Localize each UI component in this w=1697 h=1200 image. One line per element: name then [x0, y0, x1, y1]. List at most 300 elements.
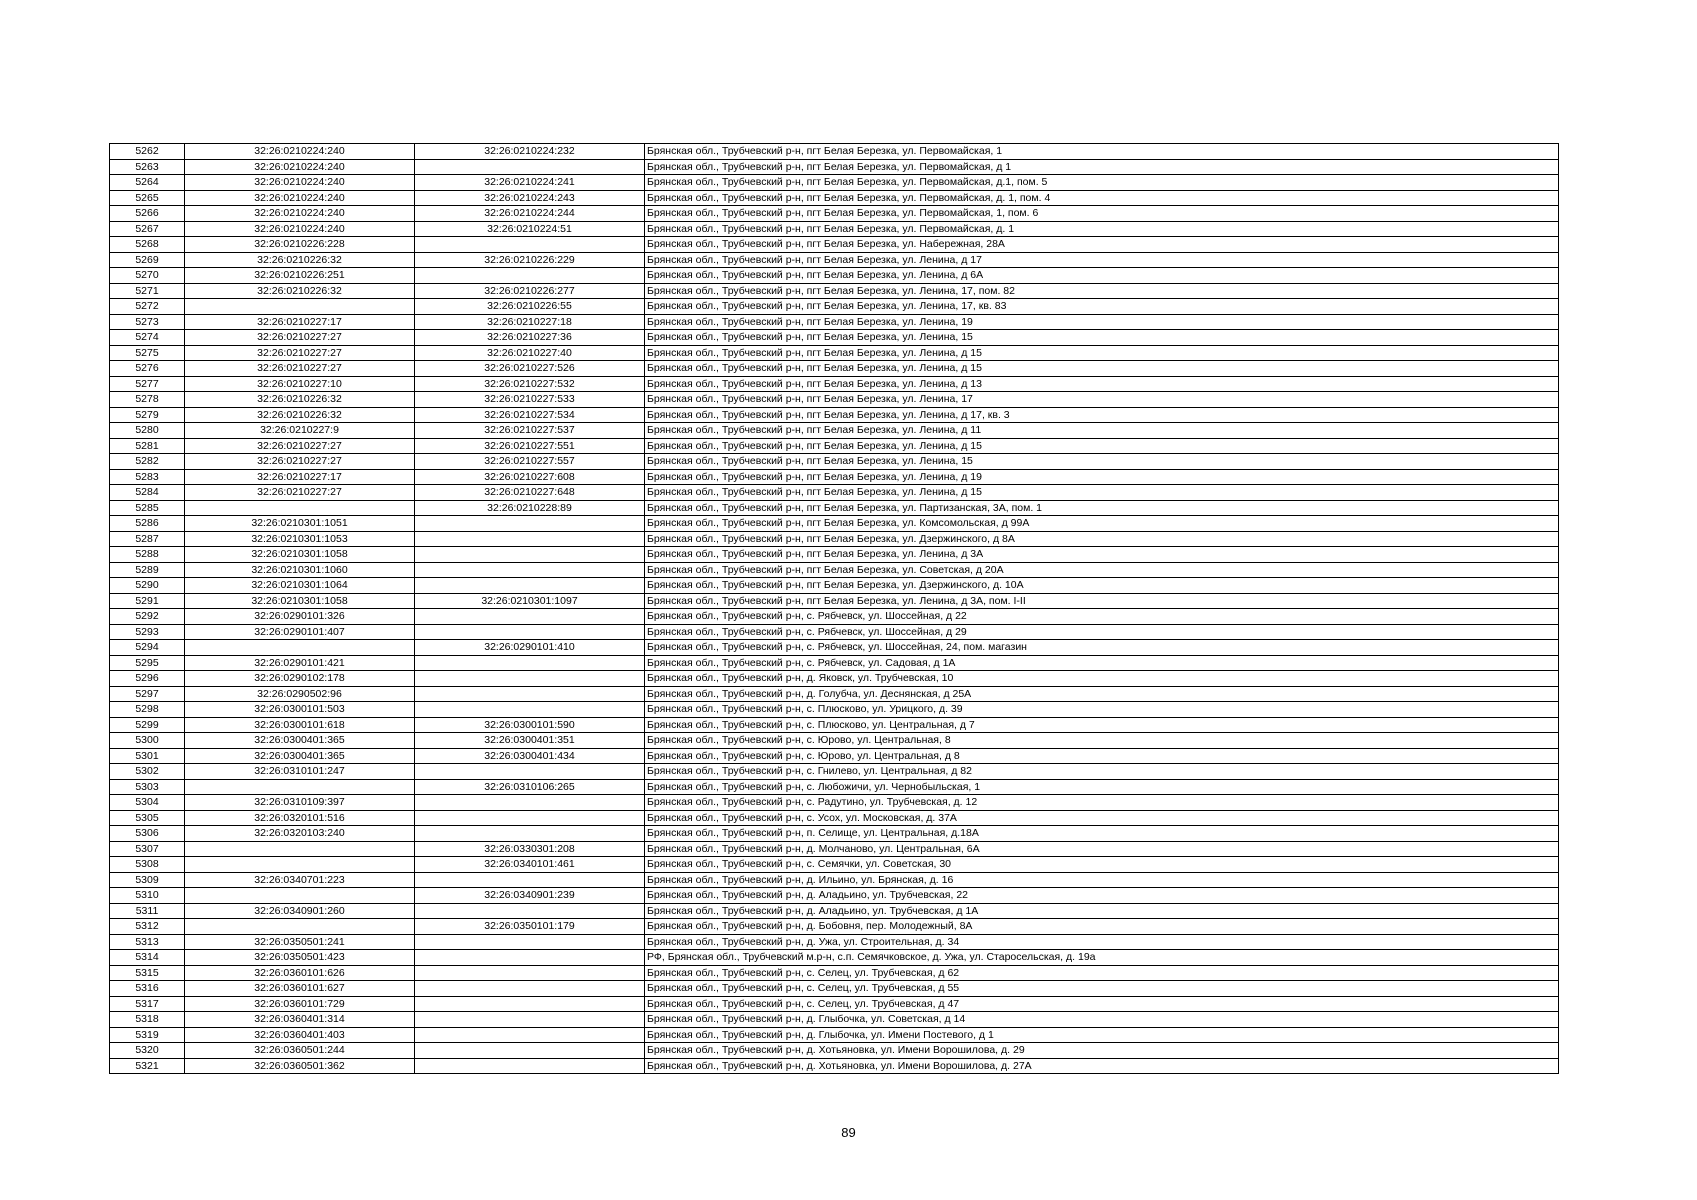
- row-number-cell: 5262: [110, 144, 185, 160]
- row-number-cell: 5280: [110, 423, 185, 439]
- address-cell: Брянская обл., Трубчевский р-н, пгт Белая Березка, ул. Ленина, д 17, кв. 3: [645, 407, 1559, 423]
- cadastral-parcel-cell: 32:26:0290502:96: [185, 686, 415, 702]
- cadastral-parcel-cell: 32:26:0210224:240: [185, 206, 415, 222]
- table-row: [110, 252, 1559, 268]
- cadastral-object-cell: 32:26:0350101:179: [415, 919, 645, 935]
- table-row: [110, 562, 1559, 578]
- row-number-cell: 5294: [110, 640, 185, 656]
- address-cell: Брянская обл., Трубчевский р-н, с. Семячки, ул. Советская, 30: [645, 857, 1559, 873]
- cadastral-object-cell: [415, 872, 645, 888]
- address-cell: Брянская обл., Трубчевский р-н, с. Рябчевск, ул. Садовая, д 1А: [645, 655, 1559, 671]
- row-number-cell: 5277: [110, 376, 185, 392]
- address-cell: Брянская обл., Трубчевский р-н, д. Хотьяновка, ул. Имени Ворошилова, д. 27А: [645, 1058, 1559, 1074]
- address-cell: Брянская обл., Трубчевский р-н, пгт Белая Березка, ул. Ленина, д 11: [645, 423, 1559, 439]
- cadastral-object-cell: [415, 826, 645, 842]
- table-row: [110, 671, 1559, 687]
- table-row: [110, 872, 1559, 888]
- cadastral-parcel-cell: 32:26:0210226:32: [185, 252, 415, 268]
- row-number-cell: 5271: [110, 283, 185, 299]
- table-row: [110, 1027, 1559, 1043]
- table-row: [110, 314, 1559, 330]
- cadastral-object-cell: [415, 996, 645, 1012]
- cadastral-object-cell: [415, 562, 645, 578]
- table-row: [110, 934, 1559, 950]
- table-row: [110, 438, 1559, 454]
- address-cell: Брянская обл., Трубчевский р-н, д. Ильино, ул. Брянская, д. 16: [645, 872, 1559, 888]
- cadastral-object-cell: [415, 903, 645, 919]
- cadastral-object-cell: [415, 578, 645, 594]
- table-row: [110, 190, 1559, 206]
- address-cell: Брянская обл., Трубчевский р-н, пгт Белая Березка, ул. Ленина, д 15: [645, 361, 1559, 377]
- row-number-cell: 5283: [110, 469, 185, 485]
- row-number-cell: 5286: [110, 516, 185, 532]
- cadastral-object-cell: [415, 934, 645, 950]
- cadastral-parcel-cell: [185, 299, 415, 315]
- cadastral-parcel-cell: 32:26:0210227:17: [185, 314, 415, 330]
- table-row: [110, 361, 1559, 377]
- address-cell: Брянская обл., Трубчевский р-н, пгт Белая Березка, ул. Ленина, 15: [645, 454, 1559, 470]
- cadastral-object-cell: 32:26:0330301:208: [415, 841, 645, 857]
- address-cell: Брянская обл., Трубчевский р-н, пгт Белая Березка, ул. Первомайская, 1, пом. 6: [645, 206, 1559, 222]
- cadastral-object-cell: [415, 1012, 645, 1028]
- cadastral-object-cell: 32:26:0210224:241: [415, 175, 645, 191]
- cadastral-parcel-cell: 32:26:0210227:17: [185, 469, 415, 485]
- table-row: [110, 454, 1559, 470]
- cadastral-object-cell: [415, 624, 645, 640]
- row-number-cell: 5316: [110, 981, 185, 997]
- cadastral-parcel-cell: [185, 888, 415, 904]
- cadastral-object-cell: [415, 1058, 645, 1074]
- cadastral-parcel-cell: 32:26:0210227:27: [185, 438, 415, 454]
- cadastral-object-cell: 32:26:0210227:534: [415, 407, 645, 423]
- row-number-cell: 5264: [110, 175, 185, 191]
- cadastral-parcel-cell: 32:26:0310109:397: [185, 795, 415, 811]
- cadastral-object-cell: [415, 810, 645, 826]
- address-cell: Брянская обл., Трубчевский р-н, с. Селец, ул. Трубчевская, д 62: [645, 965, 1559, 981]
- address-cell: Брянская обл., Трубчевский р-н, с. Плюсково, ул. Урицкого, д. 39: [645, 702, 1559, 718]
- cadastral-parcel-cell: 32:26:0350501:241: [185, 934, 415, 950]
- table-row: [110, 810, 1559, 826]
- row-number-cell: 5318: [110, 1012, 185, 1028]
- table-row: [110, 221, 1559, 237]
- table-row: [110, 764, 1559, 780]
- cadastral-table: [109, 143, 1559, 1074]
- table-row: [110, 144, 1559, 160]
- cadastral-object-cell: 32:26:0210227:532: [415, 376, 645, 392]
- table-row: [110, 857, 1559, 873]
- address-cell: Брянская обл., Трубчевский р-н, пгт Белая Березка, ул. Ленина, д 3А, пом. I-II: [645, 593, 1559, 609]
- cadastral-parcel-cell: 32:26:0210227:27: [185, 345, 415, 361]
- cadastral-object-cell: [415, 671, 645, 687]
- row-number-cell: 5300: [110, 733, 185, 749]
- table-row: [110, 593, 1559, 609]
- address-cell: Брянская обл., Трубчевский р-н, д. Аладьино, ул. Трубчевская, д 1А: [645, 903, 1559, 919]
- cadastral-parcel-cell: 32:26:0360401:403: [185, 1027, 415, 1043]
- cadastral-object-cell: 32:26:0210227:557: [415, 454, 645, 470]
- row-number-cell: 5269: [110, 252, 185, 268]
- address-cell: Брянская обл., Трубчевский р-н, д. Глыбочка, ул. Советская, д 14: [645, 1012, 1559, 1028]
- address-cell: Брянская обл., Трубчевский р-н, пгт Белая Березка, ул. Комсомольская, д 99А: [645, 516, 1559, 532]
- address-cell: Брянская обл., Трубчевский р-н, пгт Белая Березка, ул. Ленина, д 6А: [645, 268, 1559, 284]
- table-row: [110, 903, 1559, 919]
- address-cell: Брянская обл., Трубчевский р-н, пгт Белая Березка, ул. Дзержинского, д. 10А: [645, 578, 1559, 594]
- row-number-cell: 5304: [110, 795, 185, 811]
- row-number-cell: 5275: [110, 345, 185, 361]
- table-row: [110, 531, 1559, 547]
- cadastral-object-cell: 32:26:0210227:608: [415, 469, 645, 485]
- address-cell: Брянская обл., Трубчевский р-н, пгт Белая Березка, ул. Ленина, д 15: [645, 485, 1559, 501]
- cadastral-object-cell: 32:26:0210227:537: [415, 423, 645, 439]
- row-number-cell: 5284: [110, 485, 185, 501]
- address-cell: Брянская обл., Трубчевский р-н, пгт Белая Березка, ул. Первомайская, д. 1, пом. 4: [645, 190, 1559, 206]
- row-number-cell: 5265: [110, 190, 185, 206]
- cadastral-parcel-cell: 32:26:0210226:32: [185, 407, 415, 423]
- address-cell: Брянская обл., Трубчевский р-н, пгт Белая Березка, ул. Ленина, 17: [645, 392, 1559, 408]
- cadastral-parcel-cell: [185, 779, 415, 795]
- cadastral-parcel-cell: 32:26:0290102:178: [185, 671, 415, 687]
- cadastral-object-cell: [415, 686, 645, 702]
- row-number-cell: 5290: [110, 578, 185, 594]
- cadastral-object-cell: [415, 702, 645, 718]
- table-row: [110, 996, 1559, 1012]
- cadastral-object-cell: [415, 795, 645, 811]
- cadastral-parcel-cell: 32:26:0210224:240: [185, 144, 415, 160]
- row-number-cell: 5266: [110, 206, 185, 222]
- cadastral-parcel-cell: 32:26:0350501:423: [185, 950, 415, 966]
- cadastral-parcel-cell: [185, 841, 415, 857]
- row-number-cell: 5320: [110, 1043, 185, 1059]
- cadastral-object-cell: [415, 655, 645, 671]
- cadastral-parcel-cell: 32:26:0340701:223: [185, 872, 415, 888]
- cadastral-parcel-cell: 32:26:0210226:228: [185, 237, 415, 253]
- address-cell: Брянская обл., Трубчевский р-н, пгт Белая Березка, ул. Ленина, д 19: [645, 469, 1559, 485]
- cadastral-parcel-cell: 32:26:0210301:1064: [185, 578, 415, 594]
- cadastral-parcel-cell: 32:26:0300101:618: [185, 717, 415, 733]
- row-number-cell: 5309: [110, 872, 185, 888]
- cadastral-parcel-cell: [185, 857, 415, 873]
- cadastral-parcel-cell: 32:26:0210224:240: [185, 159, 415, 175]
- table-row: [110, 283, 1559, 299]
- address-cell: Брянская обл., Трубчевский р-н, с. Рябчевск, ул. Шоссейная, д 29: [645, 624, 1559, 640]
- cadastral-object-cell: 32:26:0210224:51: [415, 221, 645, 237]
- address-cell: Брянская обл., Трубчевский р-н, с. Селец, ул. Трубчевская, д 47: [645, 996, 1559, 1012]
- cadastral-object-cell: 32:26:0290101:410: [415, 640, 645, 656]
- table-row: [110, 206, 1559, 222]
- cadastral-parcel-cell: 32:26:0210224:240: [185, 190, 415, 206]
- cadastral-parcel-cell: 32:26:0210226:32: [185, 283, 415, 299]
- address-cell: Брянская обл., Трубчевский р-н, д. Аладьино, ул. Трубчевская, 22: [645, 888, 1559, 904]
- address-cell: Брянская обл., Трубчевский р-н, пгт Белая Березка, ул. Ленина, д 15: [645, 345, 1559, 361]
- cadastral-parcel-cell: 32:26:0340901:260: [185, 903, 415, 919]
- row-number-cell: 5295: [110, 655, 185, 671]
- cadastral-object-cell: 32:26:0340901:239: [415, 888, 645, 904]
- table-row: [110, 841, 1559, 857]
- row-number-cell: 5287: [110, 531, 185, 547]
- row-number-cell: 5305: [110, 810, 185, 826]
- address-cell: Брянская обл., Трубчевский р-н, пгт Белая Березка, ул. Первомайская, д.1, пом. 5: [645, 175, 1559, 191]
- table-row: [110, 469, 1559, 485]
- cadastral-object-cell: [415, 531, 645, 547]
- table-row: [110, 779, 1559, 795]
- cadastral-object-cell: [415, 268, 645, 284]
- cadastral-object-cell: 32:26:0340101:461: [415, 857, 645, 873]
- cadastral-parcel-cell: 32:26:0210226:251: [185, 268, 415, 284]
- cadastral-parcel-cell: 32:26:0310101:247: [185, 764, 415, 780]
- row-number-cell: 5267: [110, 221, 185, 237]
- table-row: [110, 965, 1559, 981]
- table-row: [110, 547, 1559, 563]
- table-row: [110, 237, 1559, 253]
- row-number-cell: 5315: [110, 965, 185, 981]
- table-row: [110, 717, 1559, 733]
- cadastral-parcel-cell: 32:26:0210301:1058: [185, 593, 415, 609]
- cadastral-object-cell: 32:26:0210226:277: [415, 283, 645, 299]
- row-number-cell: 5312: [110, 919, 185, 935]
- row-number-cell: 5268: [110, 237, 185, 253]
- address-cell: Брянская обл., Трубчевский р-н, с. Усох, ул. Московская, д. 37А: [645, 810, 1559, 826]
- address-cell: Брянская обл., Трубчевский р-н, д. Ужа, ул. Строительная, д. 34: [645, 934, 1559, 950]
- cadastral-object-cell: 32:26:0300101:590: [415, 717, 645, 733]
- cadastral-parcel-cell: 32:26:0210227:27: [185, 361, 415, 377]
- cadastral-parcel-cell: [185, 500, 415, 516]
- cadastral-parcel-cell: 32:26:0210301:1053: [185, 531, 415, 547]
- row-number-cell: 5291: [110, 593, 185, 609]
- cadastral-object-cell: [415, 159, 645, 175]
- address-cell: Брянская обл., Трубчевский р-н, с. Юрово, ул. Центральная, д 8: [645, 748, 1559, 764]
- table-row: [110, 392, 1559, 408]
- cadastral-object-cell: 32:26:0210301:1097: [415, 593, 645, 609]
- table-row: [110, 795, 1559, 811]
- address-cell: Брянская обл., Трубчевский р-н, пгт Белая Березка, ул. Ленина, 15: [645, 330, 1559, 346]
- cadastral-parcel-cell: 32:26:0210227:27: [185, 454, 415, 470]
- table-row: [110, 578, 1559, 594]
- cadastral-object-cell: 32:26:0210224:232: [415, 144, 645, 160]
- row-number-cell: 5299: [110, 717, 185, 733]
- address-cell: Брянская обл., Трубчевский р-н, пгт Белая Березка, ул. Дзержинского, д 8А: [645, 531, 1559, 547]
- address-cell: Брянская обл., Трубчевский р-н, пгт Белая Березка, ул. Ленина, 17, пом. 82: [645, 283, 1559, 299]
- cadastral-object-cell: 32:26:0210224:243: [415, 190, 645, 206]
- cadastral-object-cell: 32:26:0210227:533: [415, 392, 645, 408]
- cadastral-object-cell: 32:26:0210227:551: [415, 438, 645, 454]
- cadastral-parcel-cell: 32:26:0360401:314: [185, 1012, 415, 1028]
- table-row: [110, 981, 1559, 997]
- table-row: [110, 423, 1559, 439]
- address-cell: Брянская обл., Трубчевский р-н, д. Бобовня, пер. Молодежный, 8А: [645, 919, 1559, 935]
- row-number-cell: 5296: [110, 671, 185, 687]
- row-number-cell: 5317: [110, 996, 185, 1012]
- table-row: [110, 919, 1559, 935]
- cadastral-parcel-cell: 32:26:0210224:240: [185, 221, 415, 237]
- cadastral-object-cell: 32:26:0310106:265: [415, 779, 645, 795]
- row-number-cell: 5310: [110, 888, 185, 904]
- address-cell: Брянская обл., Трубчевский р-н, с. Рябчевск, ул. Шоссейная, 24, пом. магазин: [645, 640, 1559, 656]
- row-number-cell: 5313: [110, 934, 185, 950]
- cadastral-object-cell: [415, 237, 645, 253]
- row-number-cell: 5297: [110, 686, 185, 702]
- row-number-cell: 5314: [110, 950, 185, 966]
- cadastral-object-cell: 32:26:0210227:526: [415, 361, 645, 377]
- table-row: [110, 1043, 1559, 1059]
- cadastral-parcel-cell: 32:26:0360101:626: [185, 965, 415, 981]
- cadastral-parcel-cell: [185, 640, 415, 656]
- page-number: 89: [841, 1125, 856, 1140]
- row-number-cell: 5311: [110, 903, 185, 919]
- table-row: [110, 609, 1559, 625]
- cadastral-object-cell: 32:26:0210228:89: [415, 500, 645, 516]
- cadastral-object-cell: [415, 516, 645, 532]
- table-row: [110, 500, 1559, 516]
- row-number-cell: 5281: [110, 438, 185, 454]
- cadastral-parcel-cell: 32:26:0290101:407: [185, 624, 415, 640]
- row-number-cell: 5319: [110, 1027, 185, 1043]
- cadastral-parcel-cell: 32:26:0360501:244: [185, 1043, 415, 1059]
- cadastral-object-cell: 32:26:0210224:244: [415, 206, 645, 222]
- table-row: [110, 159, 1559, 175]
- table-row: [110, 686, 1559, 702]
- address-cell: Брянская обл., Трубчевский р-н, д. Хотьяновка, ул. Имени Ворошилова, д. 29: [645, 1043, 1559, 1059]
- cadastral-parcel-cell: 32:26:0210301:1060: [185, 562, 415, 578]
- cadastral-parcel-cell: 32:26:0300101:503: [185, 702, 415, 718]
- address-cell: Брянская обл., Трубчевский р-н, пгт Белая Березка, ул. Ленина, д 3А: [645, 547, 1559, 563]
- cadastral-parcel-cell: 32:26:0210227:10: [185, 376, 415, 392]
- address-cell: Брянская обл., Трубчевский р-н, пгт Белая Березка, ул. Советская, д 20А: [645, 562, 1559, 578]
- cadastral-parcel-cell: 32:26:0210227:27: [185, 485, 415, 501]
- row-number-cell: 5274: [110, 330, 185, 346]
- address-cell: Брянская обл., Трубчевский р-н, с. Рябчевск, ул. Шоссейная, д 22: [645, 609, 1559, 625]
- row-number-cell: 5293: [110, 624, 185, 640]
- address-cell: Брянская обл., Трубчевский р-н, с. Селец, ул. Трубчевская, д 55: [645, 981, 1559, 997]
- row-number-cell: 5302: [110, 764, 185, 780]
- cadastral-parcel-cell: 32:26:0210224:240: [185, 175, 415, 191]
- table-row: [110, 516, 1559, 532]
- address-cell: Брянская обл., Трубчевский р-н, пгт Белая Березка, ул. Первомайская, 1: [645, 144, 1559, 160]
- row-number-cell: 5279: [110, 407, 185, 423]
- address-cell: Брянская обл., Трубчевский р-н, с. Радутино, ул. Трубчевская, д. 12: [645, 795, 1559, 811]
- table-row: [110, 826, 1559, 842]
- table-row: [110, 655, 1559, 671]
- cadastral-object-cell: [415, 764, 645, 780]
- table-row: [110, 345, 1559, 361]
- table-row: [110, 175, 1559, 191]
- table-row: [110, 748, 1559, 764]
- cadastral-parcel-cell: 32:26:0320101:516: [185, 810, 415, 826]
- table-row: [110, 330, 1559, 346]
- cadastral-object-cell: [415, 950, 645, 966]
- cadastral-object-cell: 32:26:0210227:40: [415, 345, 645, 361]
- cadastral-parcel-cell: 32:26:0360101:729: [185, 996, 415, 1012]
- cadastral-object-cell: [415, 1043, 645, 1059]
- row-number-cell: 5298: [110, 702, 185, 718]
- address-cell: Брянская обл., Трубчевский р-н, с. Гнилево, ул. Центральная, д 82: [645, 764, 1559, 780]
- cadastral-parcel-cell: 32:26:0210227:27: [185, 330, 415, 346]
- row-number-cell: 5272: [110, 299, 185, 315]
- table-row: [110, 624, 1559, 640]
- cadastral-object-cell: 32:26:0210227:648: [415, 485, 645, 501]
- cadastral-object-cell: [415, 981, 645, 997]
- cadastral-parcel-cell: 32:26:0360101:627: [185, 981, 415, 997]
- cadastral-parcel-cell: 32:26:0210301:1058: [185, 547, 415, 563]
- cadastral-object-cell: 32:26:0210227:18: [415, 314, 645, 330]
- cadastral-object-cell: 32:26:0210227:36: [415, 330, 645, 346]
- row-number-cell: 5285: [110, 500, 185, 516]
- address-cell: Брянская обл., Трубчевский р-н, д. Яковск, ул. Трубчевская, 10: [645, 671, 1559, 687]
- address-cell: Брянская обл., Трубчевский р-н, пгт Белая Березка, ул. Ленина, д 15: [645, 438, 1559, 454]
- table-row: [110, 268, 1559, 284]
- table-row: [110, 888, 1559, 904]
- row-number-cell: 5308: [110, 857, 185, 873]
- row-number-cell: 5307: [110, 841, 185, 857]
- cadastral-object-cell: [415, 965, 645, 981]
- address-cell: Брянская обл., Трубчевский р-н, с. Юрово, ул. Центральная, 8: [645, 733, 1559, 749]
- address-cell: Брянская обл., Трубчевский р-н, д. Голубча, ул. Деснянская, д 25А: [645, 686, 1559, 702]
- address-cell: РФ, Брянская обл., Трубчевский м.р-н, с.п. Семячковское, д. Ужа, ул. Старосельская, д. 19а: [645, 950, 1559, 966]
- cadastral-object-cell: [415, 609, 645, 625]
- address-cell: Брянская обл., Трубчевский р-н, пгт Белая Березка, ул. Ленина, 19: [645, 314, 1559, 330]
- row-number-cell: 5301: [110, 748, 185, 764]
- address-cell: Брянская обл., Трубчевский р-н, пгт Белая Березка, ул. Первомайская, д 1: [645, 159, 1559, 175]
- cadastral-parcel-cell: 32:26:0320103:240: [185, 826, 415, 842]
- cadastral-parcel-cell: 32:26:0300401:365: [185, 748, 415, 764]
- table-row: [110, 1012, 1559, 1028]
- cadastral-parcel-cell: 32:26:0360501:362: [185, 1058, 415, 1074]
- address-cell: Брянская обл., Трубчевский р-н, с. Плюсково, ул. Центральная, д 7: [645, 717, 1559, 733]
- address-cell: Брянская обл., Трубчевский р-н, пгт Белая Березка, ул. Первомайская, д. 1: [645, 221, 1559, 237]
- row-number-cell: 5289: [110, 562, 185, 578]
- cadastral-parcel-cell: 32:26:0210227:9: [185, 423, 415, 439]
- table-row: [110, 733, 1559, 749]
- row-number-cell: 5278: [110, 392, 185, 408]
- address-cell: Брянская обл., Трубчевский р-н, пгт Белая Березка, ул. Ленина, д 17: [645, 252, 1559, 268]
- cadastral-parcel-cell: [185, 919, 415, 935]
- table-row: [110, 299, 1559, 315]
- cadastral-parcel-cell: 32:26:0300401:365: [185, 733, 415, 749]
- cadastral-object-cell: 32:26:0210226:55: [415, 299, 645, 315]
- row-number-cell: 5282: [110, 454, 185, 470]
- cadastral-object-cell: 32:26:0300401:434: [415, 748, 645, 764]
- cadastral-parcel-cell: 32:26:0290101:421: [185, 655, 415, 671]
- address-cell: Брянская обл., Трубчевский р-н, д. Молчаново, ул. Центральная, 6А: [645, 841, 1559, 857]
- cadastral-object-cell: [415, 547, 645, 563]
- address-cell: Брянская обл., Трубчевский р-н, пгт Белая Березка, ул. Ленина, д 13: [645, 376, 1559, 392]
- table-row: [110, 485, 1559, 501]
- table-row: [110, 1058, 1559, 1074]
- table-row: [110, 640, 1559, 656]
- address-cell: Брянская обл., Трубчевский р-н, пгт Белая Березка, ул. Ленина, 17, кв. 83: [645, 299, 1559, 315]
- row-number-cell: 5306: [110, 826, 185, 842]
- row-number-cell: 5263: [110, 159, 185, 175]
- row-number-cell: 5276: [110, 361, 185, 377]
- address-cell: Брянская обл., Трубчевский р-н, п. Селище, ул. Центральная, д.18А: [645, 826, 1559, 842]
- row-number-cell: 5321: [110, 1058, 185, 1074]
- table-row: [110, 407, 1559, 423]
- row-number-cell: 5288: [110, 547, 185, 563]
- table-row: [110, 950, 1559, 966]
- address-cell: Брянская обл., Трубчевский р-н, с. Любожичи, ул. Чернобыльская, 1: [645, 779, 1559, 795]
- row-number-cell: 5292: [110, 609, 185, 625]
- row-number-cell: 5303: [110, 779, 185, 795]
- cadastral-parcel-cell: 32:26:0210301:1051: [185, 516, 415, 532]
- cadastral-object-cell: 32:26:0210226:229: [415, 252, 645, 268]
- address-cell: Брянская обл., Трубчевский р-н, д. Глыбочка, ул. Имени Постевого, д 1: [645, 1027, 1559, 1043]
- cadastral-parcel-cell: 32:26:0290101:326: [185, 609, 415, 625]
- cadastral-object-cell: 32:26:0300401:351: [415, 733, 645, 749]
- table-body: [110, 144, 1559, 1074]
- address-cell: Брянская обл., Трубчевский р-н, пгт Белая Березка, ул. Набережная, 28А: [645, 237, 1559, 253]
- cadastral-object-cell: [415, 1027, 645, 1043]
- row-number-cell: 5273: [110, 314, 185, 330]
- address-cell: Брянская обл., Трубчевский р-н, пгт Белая Березка, ул. Партизанская, 3А, пом. 1: [645, 500, 1559, 516]
- cadastral-parcel-cell: 32:26:0210226:32: [185, 392, 415, 408]
